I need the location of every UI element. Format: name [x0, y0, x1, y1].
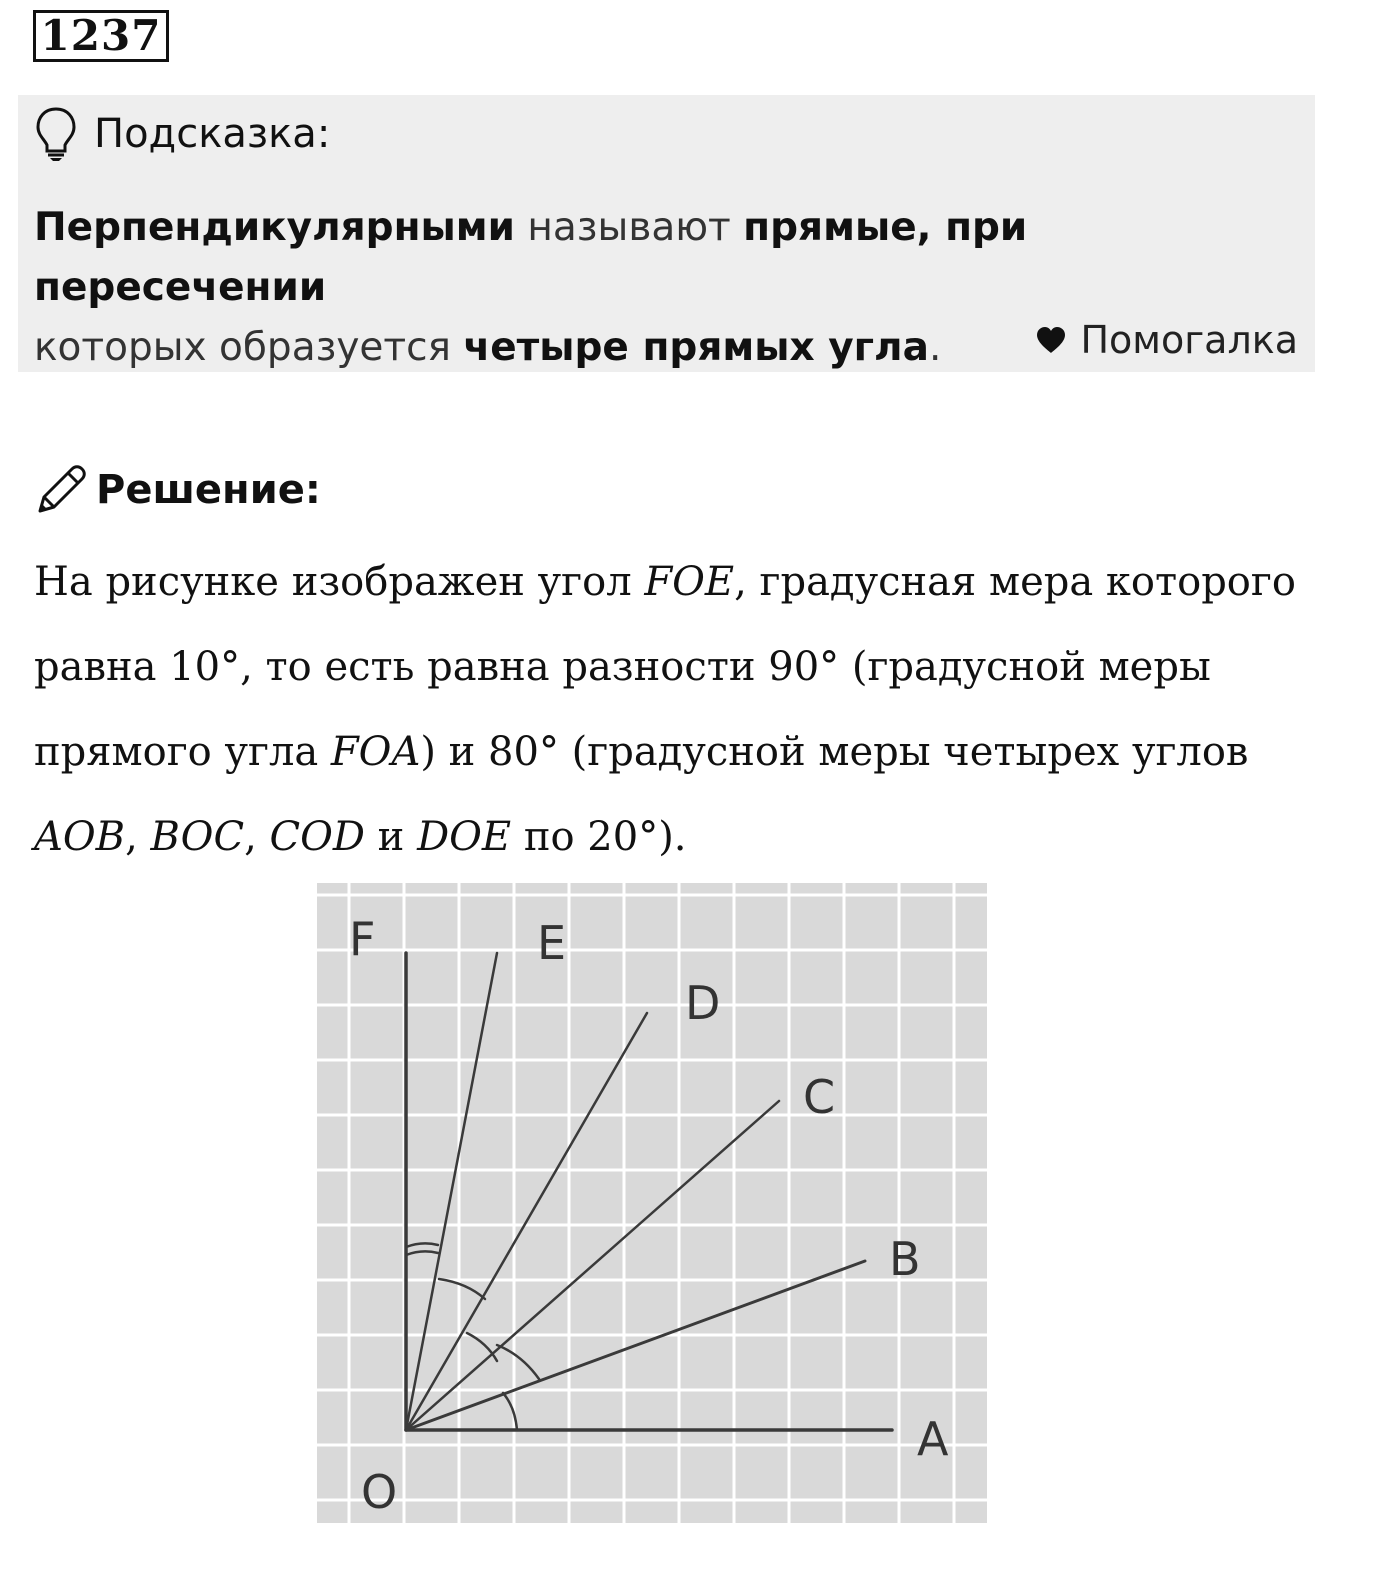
task-number: 1237 [33, 10, 169, 62]
label-a: A [917, 1412, 949, 1466]
solution-text [34, 540, 1334, 880]
angle-foa: FOA [330, 729, 421, 775]
credit [1036, 318, 1298, 362]
credit-label: Помогалка [1080, 318, 1298, 362]
pencil-icon [34, 463, 88, 517]
graph-paper-drawing [317, 883, 987, 1523]
solution-text-part: , градусная мера которого [734, 559, 1296, 605]
label-e: E [537, 916, 567, 970]
angle-cod: COD [269, 814, 365, 860]
hint-bold-part: прямые, при пересечении [34, 205, 1028, 310]
label-b: B [889, 1232, 921, 1286]
solution-text-part: равна 10°, то есть равна разности 90° (градусной меры [34, 644, 1211, 690]
hint-term: Перпендикулярными [34, 205, 516, 250]
label-d: D [685, 976, 721, 1030]
solution-header [34, 460, 321, 520]
angle-boc: BOC [150, 814, 245, 860]
hint-header [34, 104, 330, 164]
hint-text-part: . [928, 325, 942, 370]
solution-text-part: и [364, 814, 418, 860]
hint-text-part: называют [515, 205, 744, 250]
solution-text-part: прямого угла [34, 729, 331, 775]
angle-foe: FOE [644, 559, 735, 605]
heart-icon [1036, 326, 1066, 354]
label-o: O [361, 1465, 398, 1519]
solution-text-part: , [125, 814, 151, 860]
solution-title: Решение: [96, 467, 321, 513]
solution-text-part: по 20°). [511, 814, 687, 860]
hint-bold-part: четыре прямых угла [463, 325, 929, 370]
solution-text-part: На рисунке изображен угол [34, 559, 645, 605]
solution-text-part: , [244, 814, 270, 860]
angle-doe: DOE [417, 814, 512, 860]
angle-aob: AOB [34, 814, 126, 860]
hint-title: Подсказка: [94, 111, 331, 157]
angle-drawing [317, 883, 987, 1523]
label-f: F [349, 912, 376, 966]
lightbulb-icon [34, 106, 78, 162]
hint-text-part: которых образуется [34, 325, 464, 370]
solution-text-part: ) и 80° (градусной меры четырех углов [420, 729, 1249, 775]
label-c: C [803, 1070, 836, 1124]
